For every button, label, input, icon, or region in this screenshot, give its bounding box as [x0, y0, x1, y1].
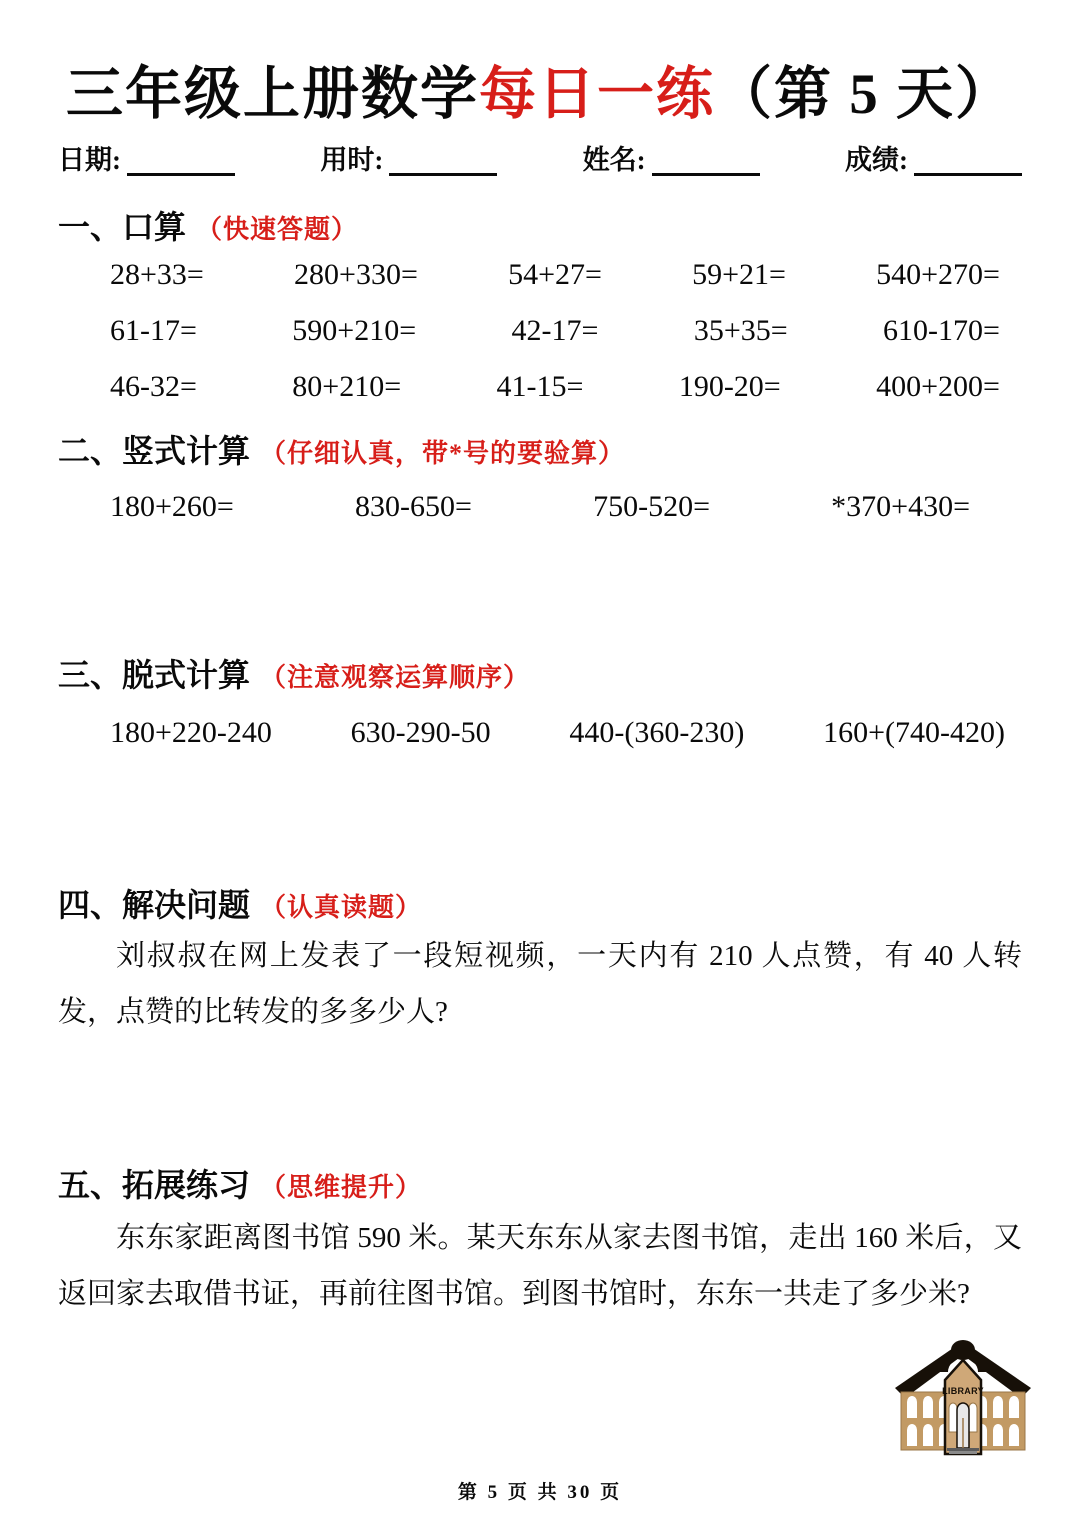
section-extension-heading	[58, 1160, 1022, 1206]
name-label: 姓名:	[582, 145, 646, 175]
name-blank-line	[652, 148, 760, 176]
math-problem: *370+430=	[831, 490, 970, 523]
score-label: 成绩:	[844, 145, 908, 175]
math-problem: 80+210=	[292, 370, 402, 403]
math-problem: 750-520=	[593, 490, 710, 523]
library-building-icon	[893, 1336, 1033, 1466]
math-problem: 160+(740-420)	[823, 716, 1005, 749]
math-problem: 400+200=	[876, 370, 1000, 403]
time-used-label: 用时:	[320, 145, 384, 175]
math-problem: 59+21=	[692, 258, 786, 291]
title-grade-part: 三年级上册数学	[66, 63, 479, 126]
section-vertical-note: （仔细认真，带*号的要验算）	[260, 439, 626, 468]
math-problem: 41-15=	[496, 370, 584, 403]
title-daily-practice-part: 每日一练	[479, 63, 715, 126]
math-problem: 280+330=	[294, 258, 418, 291]
math-problem: 180+220-240	[110, 716, 272, 749]
math-problem: 590+210=	[292, 314, 417, 347]
meta-row	[58, 146, 1022, 176]
time-used-blank-line	[389, 148, 497, 176]
extension-problem-text: 东东家距离图书馆 590 米。某天东东从家去图书馆，走出 160 米后，又返回家去取借书证，再前往图书馆。到图书馆时，东东一共走了多少米?	[58, 1222, 1022, 1310]
oral-row-1	[110, 258, 1000, 292]
section-vertical-title: 二、竖式计算	[58, 433, 251, 469]
section-word-problem-heading	[58, 880, 1022, 926]
math-problem: 190-20=	[678, 370, 781, 403]
title-day-part: （第 5 天）	[715, 63, 1014, 126]
section-stepwise-heading	[58, 650, 1022, 696]
stepwise-row	[110, 716, 1005, 750]
word-problem-text: 刘叔叔在网上发表了一段短视频，一天内有 210 人点赞，有 40 人转发，点赞的比转发的多多少人?	[58, 940, 1022, 1028]
date-label: 日期:	[58, 145, 121, 175]
section-oral-heading	[58, 202, 1022, 248]
section-extension-title: 五、拓展练习	[58, 1167, 251, 1203]
math-problem: 540+270=	[876, 258, 1000, 291]
score-field	[845, 146, 1022, 176]
section-oral-title: 一、口算	[58, 209, 187, 245]
score-blank-line	[914, 148, 1022, 176]
math-problem: 610-170=	[883, 314, 1000, 347]
math-problem: 630-290-50	[350, 716, 491, 749]
math-problem: 54+27=	[508, 258, 602, 291]
page-title	[0, 48, 1080, 130]
math-problem: 42-17=	[511, 314, 599, 347]
section-word-problem-title: 四、解决问题	[58, 887, 251, 923]
section-oral-note: （快速答题）	[196, 215, 359, 244]
library-icon-label: LIBRARY	[942, 1386, 984, 1396]
math-problem: 46-32=	[110, 370, 197, 403]
oral-row-3	[110, 370, 1000, 404]
math-problem: 61-17=	[110, 314, 197, 347]
name-field	[583, 146, 760, 176]
date-blank-line	[127, 148, 235, 176]
math-problem: 35+35=	[693, 314, 788, 347]
math-problem: 180+260=	[110, 490, 234, 523]
section-stepwise-note: （注意观察运算顺序）	[260, 663, 531, 692]
math-problem: 830-650=	[355, 490, 472, 523]
page-number-footer: 第 5 页 共 30 页	[457, 1482, 623, 1503]
math-problem: 440-(360-230)	[569, 716, 745, 749]
time-used-field	[320, 146, 497, 176]
date-field	[58, 146, 235, 176]
section-stepwise-title: 三、脱式计算	[58, 657, 251, 693]
section-extension-note: （思维提升）	[260, 1173, 423, 1202]
oral-row-2	[110, 314, 1000, 348]
section-vertical-heading	[58, 426, 1022, 472]
vertical-row	[110, 490, 970, 524]
section-word-problem-note: （认真读题）	[260, 893, 423, 922]
math-problem: 28+33=	[110, 258, 204, 291]
